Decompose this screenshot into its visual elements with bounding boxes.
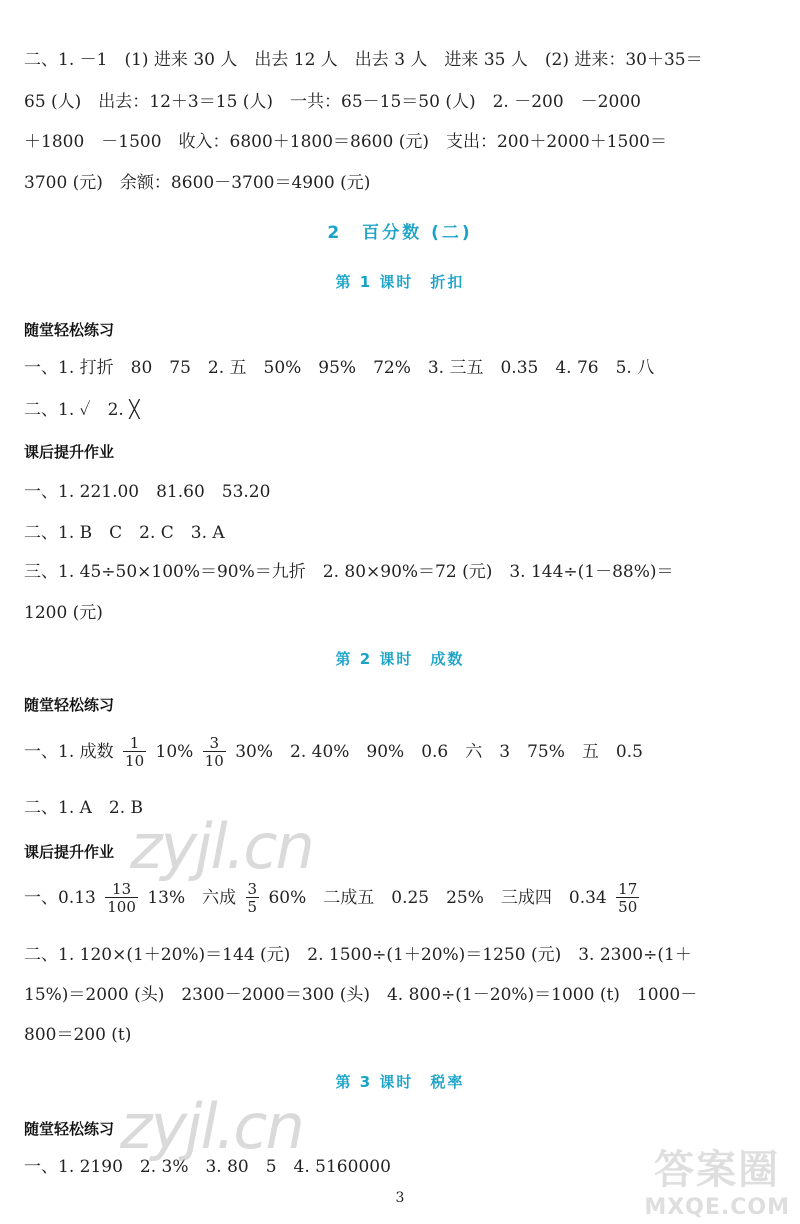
text-segment: 一、1. 成数 (24, 742, 114, 762)
answer-line: 一、1. 221.00 81.60 53.20 (24, 482, 271, 502)
answer-line: 二、1. ✓ 2. ╳ (24, 400, 140, 420)
answer-line: 1200 (元) (24, 603, 103, 623)
answer-line: 二、1. 120×(1＋20%)＝144 (元) 2. 1500÷(1＋20%)＝1250 (元) 3. 2300÷(1＋ (24, 945, 692, 965)
answer-line: 二、1. －1 (1) 进来 30 人 出去 12 人 出去 3 人 进来 35 人 (2) 进来：30＋35＝ (24, 50, 703, 70)
answer-line: 15%)＝2000 (头) 2300－2000＝300 (头) 4. 800÷(1－20%)＝1000 (t) 1000－ (24, 985, 698, 1005)
numerator: 1 (129, 734, 140, 752)
denominator: 10 (204, 752, 224, 770)
answer-line: 65 (人) 出去：12＋3＝15 (人) 一共：65－15＝50 (人) 2. －200 －2000 (24, 92, 641, 112)
section-heading: 随堂轻松练习 (24, 1120, 115, 1138)
answer-line: 一、1. 2190 2. 3% 3. 80 5 4. 5160000 (24, 1157, 391, 1177)
numerator: 17 (618, 880, 638, 898)
lesson-title: 第 1 课时 折扣 (335, 273, 465, 291)
numerator: 13 (112, 880, 132, 898)
fraction (105, 882, 138, 915)
answer-line: 二、1. A 2. B (24, 798, 144, 818)
text-segment: 30% 2. 40% 90% 0.6 六 3 75% 五 0.5 (235, 742, 643, 762)
denominator: 100 (107, 898, 136, 916)
denominator: 50 (618, 898, 638, 916)
section-heading: 随堂轻松练习 (24, 696, 115, 714)
section-heading: 随堂轻松练习 (24, 321, 115, 339)
lesson-title: 第 3 课时 税率 (335, 1073, 465, 1091)
fraction (123, 736, 146, 769)
page-number: 3 (395, 1190, 405, 1206)
numerator: 3 (209, 734, 220, 752)
text-segment: 60% 二成五 0.25 25% 三成四 0.34 (268, 888, 607, 908)
denominator: 5 (247, 898, 258, 916)
answer-line-with-fractions (24, 882, 643, 915)
fraction (616, 882, 639, 915)
lesson-title: 第 2 课时 成数 (335, 650, 465, 668)
watermark-logo-bottom: MXQE.COM (644, 1195, 790, 1220)
watermark: zyjl.cn (130, 810, 313, 883)
text-segment: 13% 六成 (147, 888, 237, 908)
watermark-logo (644, 1138, 790, 1220)
numerator: 3 (247, 880, 258, 898)
text-segment: 一、0.13 (24, 888, 96, 908)
watermark-logo-top: 答案圈 (654, 1147, 781, 1193)
answer-line: 三、1. 45÷50×100%＝90%＝九折 2. 80×90%＝72 (元) 3. 144÷(1－88%)＝ (24, 562, 674, 582)
answer-line-with-fractions (24, 736, 643, 769)
answer-line: ＋1800 －1500 收入：6800＋1800＝8600 (元) 支出：200＋2000＋1500＝ (24, 132, 667, 152)
fraction (246, 882, 260, 915)
denominator: 10 (125, 752, 145, 770)
section-heading: 课后提升作业 (24, 443, 115, 461)
unit-title: 2 百分数 (二) (327, 223, 473, 243)
answer-line: 二、1. B C 2. C 3. A (24, 523, 225, 543)
answer-line: 一、1. 打折 80 75 2. 五 50% 95% 72% 3. 三五 0.35 4. 76 5. 八 (24, 358, 655, 378)
answer-line: 3700 (元) 余额：8600－3700＝4900 (元) (24, 173, 371, 193)
section-heading: 课后提升作业 (24, 843, 115, 861)
fraction (203, 736, 226, 769)
watermark: zyjl.cn (120, 1090, 303, 1163)
answer-line: 800＝200 (t) (24, 1025, 132, 1045)
text-segment: 10% (155, 742, 194, 762)
